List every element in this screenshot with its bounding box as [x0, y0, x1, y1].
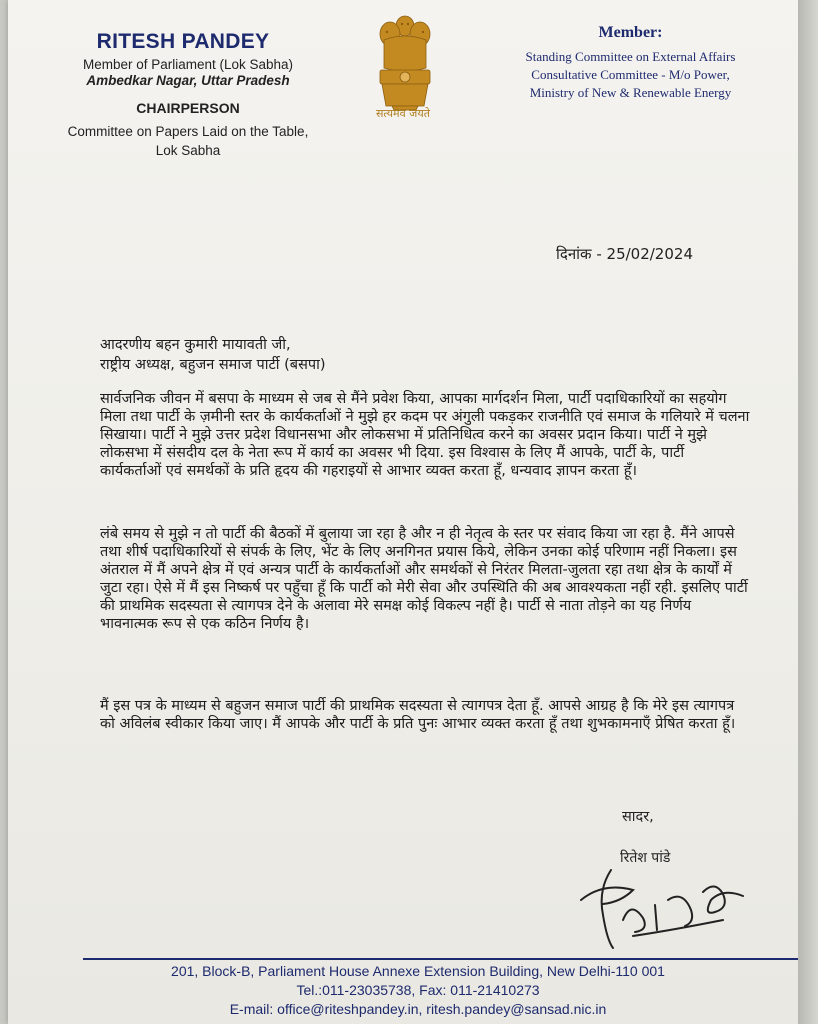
- paragraph-1: सार्वजनिक जीवन में बसपा के माध्यम से जब से मैंने प्रवेश किया, आपका मार्गदर्शन मिला, पार्टी पदाधिकारियों का सहयोग मिला तथा पार्टी के ज़मीनी स्तर के कार्यकर्ताओं ने मुझे हर कदम पर अंगुली पकड़कर राजनीति एवं समाज के गलियारे में चलना सिखाया। पार्टी ने मुझे उत्तर प्रदेश विधानसभा और लोकसभा में प्रतिनिधित्व करने का अवसर प्रदान किया। पार्टी ने मुझे लोकसभा में संसदीय दल के नेता रूप में कार्य का अवसर भी दिया. इस विश्वास के लिए मैं आपके, पार्टी के, पार्टी कार्यकर्ताओं एवं समर्थकों के प्रति हृदय की गहराइयों से आभार व्यक्त करता हूँ, धन्यवाद ज्ञापन करता हूँ।: [100, 391, 750, 479]
- footer-phone: Tel.:011-23035738, Fax: 011-21410273: [296, 982, 540, 998]
- page-edge: [798, 0, 818, 1024]
- footer-rule: [83, 958, 798, 960]
- membership-title: Member:: [598, 24, 663, 41]
- membership-line: Standing Committee on External Affairs: [525, 49, 736, 64]
- sender-name: RITESH PANDEY: [96, 30, 270, 53]
- salutation-line-1: आदरणीय बहन कुमारी मायावती जी,: [100, 337, 291, 353]
- membership-line: Ministry of New & Renewable Energy: [529, 85, 732, 100]
- footer-address: 201, Block-B, Parliament House Annexe Extension Building, New Delhi-110 001: [171, 963, 665, 979]
- closing: सादर,: [622, 809, 654, 825]
- sender-block: [58, 30, 318, 160]
- letter-date: दिनांक - 25/02/2024: [556, 245, 693, 263]
- sender-role: CHAIRPERSON: [136, 100, 240, 116]
- signatory-name: रितेश पांडे: [620, 850, 671, 866]
- membership-block: [503, 24, 758, 102]
- membership-line: Consultative Committee - M/o Power,: [531, 67, 730, 82]
- committee-line-2: Lok Sabha: [155, 143, 221, 158]
- salutation-line-2: राष्ट्रीय अध्यक्ष, बहुजन समाज पार्टी (बसपा): [100, 357, 326, 373]
- paragraph-2: लंबे समय से मुझे न तो पार्टी की बैठकों में बुलाया जा रहा है और न ही नेतृत्व के स्तर पर संवाद किया जा रहा है. मैंने आपसे तथा शीर्ष पदाधिकारियों से संपर्क के लिए, भेंट के लिए अनगिनत प्रयास किये, लेकिन उनका कोई परिणाम नहीं निकला। इस अंतराल में मैं अपने क्षेत्र में एवं अन्यत्र पार्टी के कार्यकर्ताओं और समर्थकों से निरंतर मिलता-जुलता रहा तथा क्षेत्र के कार्यों में जुटा रहा। ऐसे में मैं इस निष्कर्ष पर पहुँचा हूँ कि पार्टी को मेरी सेवा और उपस्थिति की अब आवश्यकता नहीं रही. इसलिए पार्टी की प्राथमिक सदस्यता से त्यागपत्र देने के अलावा मेरे समक्ष कोई विकल्प नहीं है। पार्टी से नाता तोड़ने का यह निर्णय भावनात्मक रूप से एक कठिन निर्णय है।: [100, 526, 748, 632]
- sender-constituency: Ambedkar Nagar, Uttar Pradesh: [86, 73, 290, 88]
- committee-line-1: Committee on Papers Laid on the Table,: [67, 124, 309, 139]
- salutation: [100, 335, 750, 375]
- sender-designation: Member of Parliament (Lok Sabha): [82, 57, 294, 72]
- handwritten-signature: [573, 860, 753, 955]
- paragraph-3: मैं इस पत्र के माध्यम से बहुजन समाज पार्टी की प्राथमिक सदस्यता से त्यागपत्र देता हूँ. आपसे आग्रह है कि मेरे इस त्यागपत्र को अविलंब स्वीकार किया जाए। मैं आपके और पार्टी के प्रति पुनः आभार व्यक्त करता हूँ तथा शुभकामनाएँ प्रेषित करता हूँ।: [100, 698, 736, 732]
- letterhead-page: [8, 0, 798, 1024]
- footer-email: E-mail: office@riteshpandey.in, ritesh.pandey@sansad.nic.in: [229, 1001, 607, 1017]
- emblem-motto: सत्यमेव जयते: [375, 107, 430, 120]
